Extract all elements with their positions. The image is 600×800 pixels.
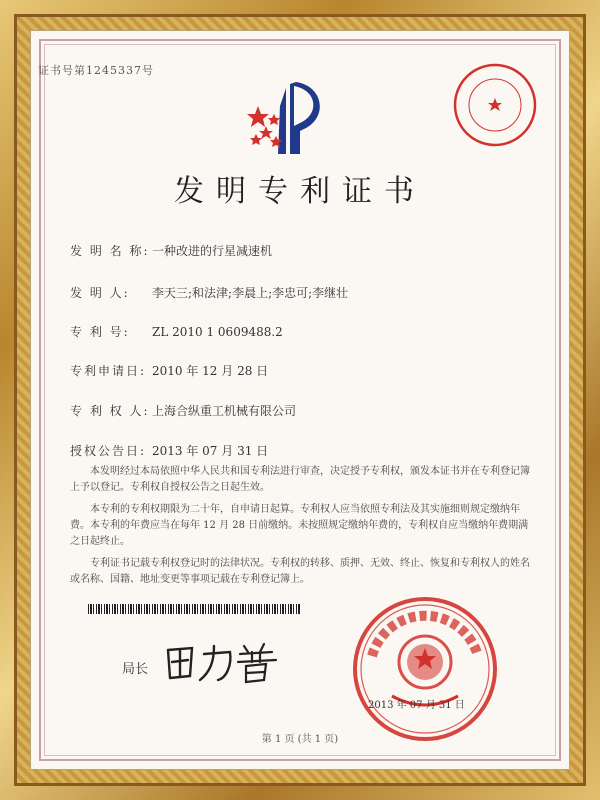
field-value: 一种改进的行星减速机 (152, 244, 273, 258)
field-label: 专 利 号: (70, 325, 130, 339)
top-seal-stamp (452, 62, 538, 148)
certificate-number: 证书号第1245337号 (38, 64, 154, 77)
national-ip-office-seal (352, 596, 498, 742)
field-value: 2013 年 07 月 31 日 (152, 444, 269, 458)
field-value: 李天三;和法津;李晨上;李忠可;李继壮 (152, 286, 349, 300)
field-filing-date (70, 362, 268, 379)
field-value: 2010 年 12 月 28 日 (152, 364, 269, 378)
certificate-title: 发明专利证书 (174, 174, 426, 209)
page-number: 第 1 页 (共 1 页) (261, 734, 339, 745)
body-paragraph: 专利证书记载专利权登记时的法律状况。专利权的转移、质押、无效、终止、恢复和专利权人的姓名或名称、国籍、地址变更等事项记载在专利登记簿上。 (70, 558, 530, 585)
body-paragraph: 本发明经过本局依照中华人民共和国专利法进行审查，决定授予专利权，颁发本证书并在专利登记簿上予以登记。专利权自授权公告之日起生效。 (70, 466, 530, 493)
field-patent-number (70, 323, 283, 340)
director-signature (160, 640, 290, 685)
field-label: 发 明 名 称: (70, 244, 150, 258)
seal-date: 2013 年 07 月 31 日 (368, 700, 465, 711)
body-paragraph: 本专利的专利权期限为二十年，自申请日起算。专利权人应当依照专利法及其实施细则规定缴纳年费。本专利的年费应当在每年 12 月 28 日前缴纳。未按照规定缴纳年费的，专利权自应当缴纳年费期满之日起终止。 (70, 504, 529, 547)
signature-title: 局长 (122, 662, 149, 677)
field-label: 发 明 人: (70, 286, 130, 300)
field-label: 专利申请日: (70, 364, 147, 378)
patent-office-logo (228, 76, 348, 156)
barcode (88, 604, 300, 614)
field-label: 授权公告日: (70, 444, 147, 458)
field-patentee (70, 402, 296, 419)
field-value: ZL 2010 1 0609488.2 (152, 325, 283, 339)
field-invention-name (70, 242, 272, 259)
field-grant-date (70, 442, 268, 459)
certificate-body (70, 464, 530, 594)
field-value: 上海合纵重工机械有限公司 (152, 404, 297, 418)
field-inventors (70, 284, 348, 301)
field-label: 专 利 权 人: (70, 404, 150, 418)
